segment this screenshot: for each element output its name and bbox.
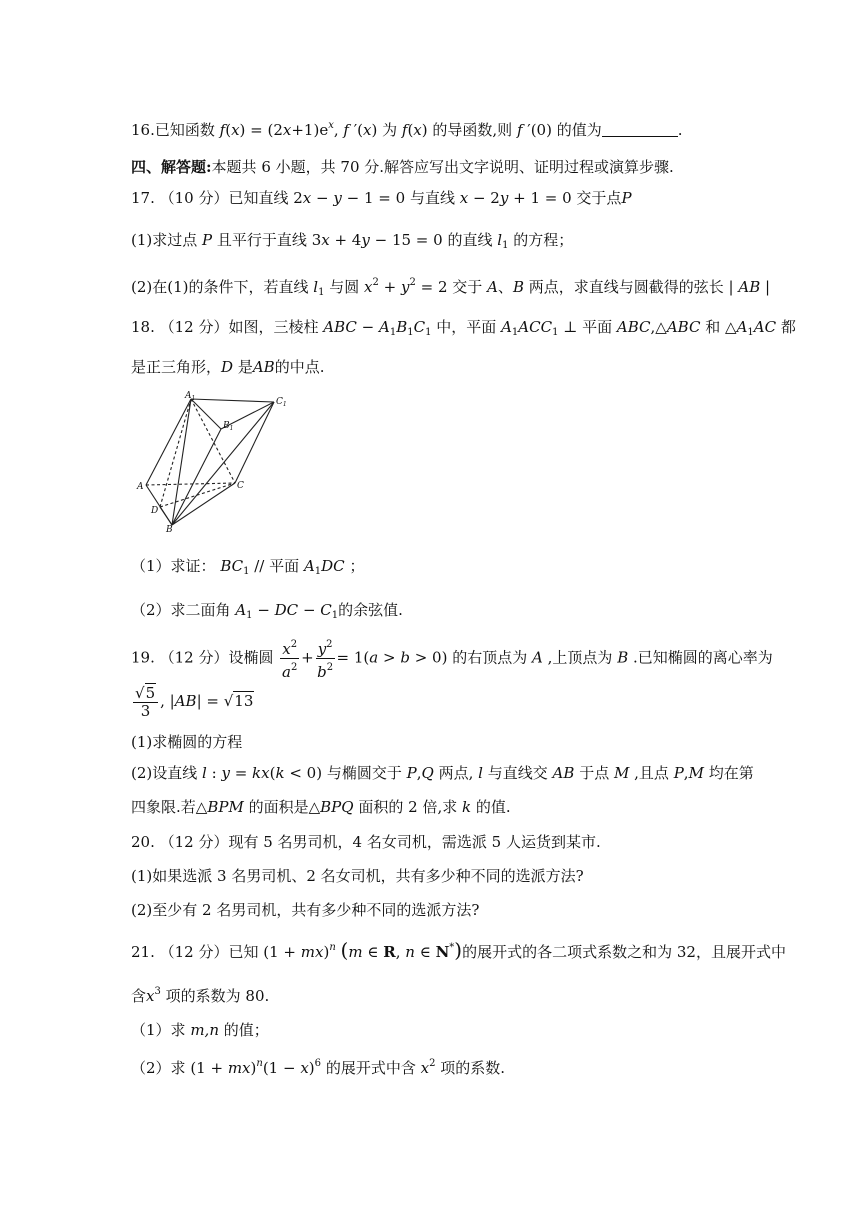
- q18-p1-c: ；: [349, 557, 365, 575]
- q21-mid: 的展开式的各二项式系数之和为 32，且展开式中: [462, 943, 786, 961]
- q18-head: 18. （12 分）如图，三棱柱: [131, 318, 319, 336]
- q17-part1: (1)求过点 P 且平行于直线 3x + 4y − 15 = 0 的直线 $l_1$ 的方程；: [131, 231, 574, 251]
- label-B1: $B_1$: [223, 421, 234, 432]
- q21-line2-a: 含: [131, 987, 147, 1005]
- q18-line2-c: 的中点.: [274, 358, 325, 376]
- answer-blank: [602, 122, 678, 137]
- question-17: 17. （10 分）已知直线 2x − y − 1 = 0 与直线 x − 2y + 1 = 0 交于点P: [131, 189, 632, 207]
- q17-p2-c: 交于: [452, 278, 483, 296]
- section-4-desc: 本题共 6 小题，共 70 分.解答应写出文字说明、证明过程或演算步骤.: [211, 158, 674, 176]
- q18-p1-a: （1）求证：: [131, 557, 216, 575]
- q16-text3: 的值为: [556, 121, 602, 139]
- q19-p1: (1)求椭圆的方程: [131, 733, 243, 751]
- q19-part2-cont: 四象限.若△BPM 的面积是△BPQ 面积的 2 倍,求 k 的值.: [131, 798, 511, 816]
- q19-p2-b: 与椭圆交于: [326, 764, 402, 782]
- q18-mid4: 都: [780, 318, 796, 336]
- q17-p2-b: 与圆: [329, 278, 360, 296]
- q19-mid3: .已知椭圆的离心率为: [633, 648, 773, 667]
- q20-p1: (1)如果选派 3 名男司机、2 名女司机，共有多少种不同的选派方法?: [131, 867, 584, 885]
- question-16: 16.已知函数 $f(x) = (2x+1)e^x$, f ′(x) 为 f(x) 的导函数,则 f ′(0) 的值为 .: [131, 120, 683, 139]
- prism-figure: [136, 391, 287, 535]
- q17-p1-a: (1)求过点: [131, 231, 198, 249]
- q19-part1: [131, 732, 242, 752]
- q21-part2: （2）求 $(1 + mx)^n(1 - x)^6$ 的展开式中含 $x^2$ 项的系数.: [131, 1058, 506, 1077]
- q21-p1-b: 的值；: [223, 1021, 269, 1039]
- q20-part1: [131, 866, 584, 886]
- q19-p3-a: 四象限.若: [131, 798, 196, 816]
- q21-p2-b: 的展开式中含: [325, 1059, 416, 1077]
- q19-head: 19. （12 分）设椭圆: [131, 648, 274, 667]
- q19-eccentricity: $\frac{√5}{3}$ , |AB| = √13: [135, 683, 254, 720]
- q18-part1: （1）求证： $BC_1$ // 平面 $A_1DC$ ；: [131, 557, 365, 577]
- q18-p2-a: （2）求二面角: [131, 601, 231, 619]
- q19-mid1: 的右顶点为: [452, 648, 528, 667]
- q21-line2-b: 项的系数为 80.: [165, 987, 270, 1005]
- question-18: 18. （12 分）如图，三棱柱 ABC − $A_1B_1C_1$ 中，平面 $A_1ACC_1$ ⊥ 平面 ABC,△ABC 和 $\triangle A_1AC$ 都: [131, 318, 796, 338]
- q21-p1-a: （1）求: [131, 1021, 186, 1039]
- label-B: B: [166, 525, 173, 535]
- q19-p2-e: 于点: [579, 764, 610, 782]
- q21-p2-a: （2）求: [131, 1059, 186, 1077]
- label-A: A: [137, 482, 144, 492]
- q18-p1-b: 平面: [269, 557, 300, 575]
- q20-part2: [131, 900, 479, 920]
- q21-part1: （1）求 m,n 的值；: [131, 1021, 269, 1039]
- q21-p2-c: 项的系数.: [440, 1059, 506, 1077]
- q18-line2-b: 是: [237, 358, 253, 376]
- label-A1: $A_1$: [185, 391, 196, 402]
- q17-p2-a: (2)在(1)的条件下，若直线: [131, 278, 309, 296]
- q17-p1-b: 且平行于直线: [216, 231, 307, 249]
- label-C: C: [237, 481, 244, 491]
- q19-p2-f: ,且点: [634, 764, 669, 782]
- q16-prefix: 16.已知函数: [131, 121, 215, 139]
- question-19: 19. （12 分）设椭圆 $\frac{x^2}{a^2}$ + $\frac{y^2}{b^2}$ = 1(a > b > 0) 的右顶点为 A ,上顶点为 B .已知椭圆的离心率为: [131, 636, 773, 681]
- q17-head: 17. （10 分）已知直线: [131, 189, 289, 207]
- label-D: D: [151, 506, 159, 516]
- q18-mid3: 和: [705, 318, 721, 336]
- q17-mid: 与直线: [409, 189, 455, 207]
- q19-p3-b: 的面积是: [248, 798, 309, 816]
- q21-line2: 含$x^3$ 项的系数为 80.: [131, 986, 270, 1005]
- q18-part2: （2）求二面角 $A_1$ − DC − $C_1$的余弦值.: [131, 601, 403, 621]
- section-4-header: [131, 157, 674, 177]
- q20-p2: (2)至少有 2 名男司机，共有多少种不同的选派方法?: [131, 901, 480, 919]
- q17-part2: (2)在(1)的条件下，若直线 $l_1$ 与圆 $x^2 + y^2 = 2$ 交于 A、B 两点，求直线与圆截得的弦长 | AB |: [131, 277, 771, 298]
- q18-mid1: 中，平面: [436, 318, 497, 336]
- q16-text2: 的导函数,则: [432, 121, 513, 139]
- q17-tail: 交于点: [576, 189, 622, 207]
- q20-head: 20. （12 分）现有 5 名男司机，4 名女司机，需选派 5 人运货到某市.: [131, 833, 601, 851]
- q18-line2-a: 是正三角形，: [131, 358, 222, 376]
- q19-p2-c: 两点,: [438, 764, 474, 782]
- q19-p2-a: (2)设直线: [131, 764, 198, 782]
- q19-part2: (2)设直线 l : y = kx(k < 0) 与椭圆交于 P,Q 两点, l 与直线交 AB 于点 M ,且点 P,M 均在第: [131, 764, 754, 782]
- q19-p2-d: 与直线交: [487, 764, 548, 782]
- q19-p3-d: 的值.: [475, 798, 511, 816]
- q18-mid2: 平面: [582, 318, 613, 336]
- q19-p3-c: 面积的 2 倍,求: [358, 798, 458, 816]
- q17-p1-c: 的直线: [447, 231, 493, 249]
- q16-end: .: [677, 121, 683, 139]
- section-4-label: 四、解答题:: [131, 158, 212, 176]
- question-20: [131, 832, 601, 852]
- question-21: 21. （12 分）已知 (1 + mx)$^n$ (m ∈ R, n ∈ N*)的展开式的各二项式系数之和为 32，且展开式中: [131, 938, 786, 962]
- q17-p2-d: 两点，求直线与圆截得的弦长: [528, 278, 724, 296]
- q18-line2: 是正三角形，D 是AB的中点.: [131, 358, 325, 376]
- q16-text1: 为: [382, 121, 398, 139]
- q21-head: 21. （12 分）已知: [131, 943, 259, 961]
- q17-p1-d: 的方程；: [513, 231, 574, 249]
- label-C1: $C_1$: [276, 397, 287, 408]
- q19-p2-g: 均在第: [708, 764, 754, 782]
- q18-p2-b: 的余弦值.: [338, 601, 403, 619]
- q19-mid2: ,上顶点为: [547, 648, 613, 667]
